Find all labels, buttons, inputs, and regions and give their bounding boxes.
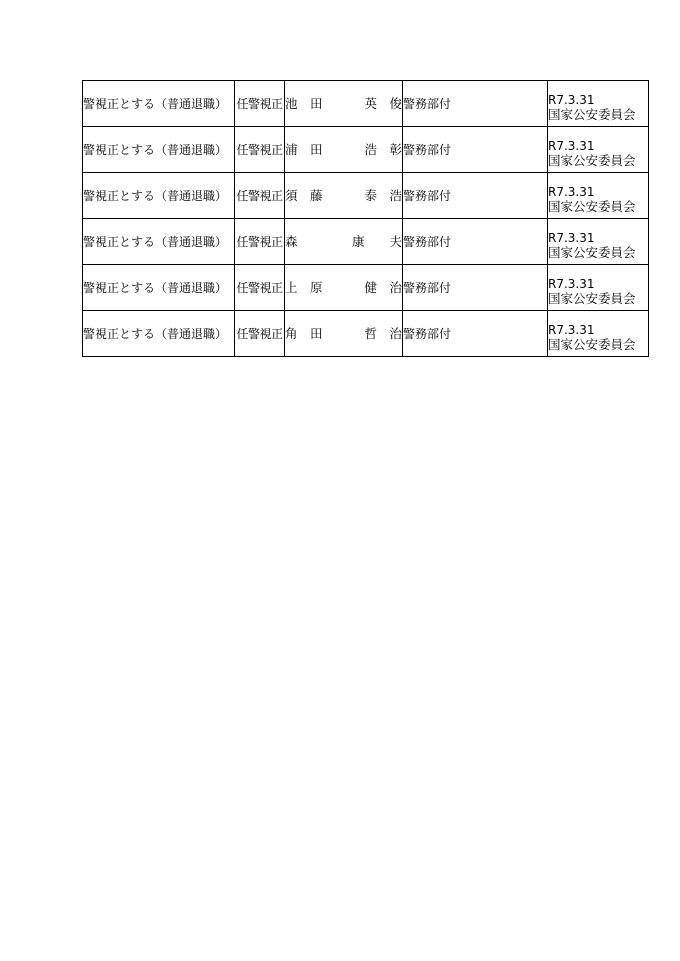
note-body: 国家公安委員会	[548, 153, 636, 168]
note-body: 国家公安委員会	[548, 337, 636, 352]
note-cell	[548, 311, 649, 357]
name-cell	[285, 127, 403, 173]
name-given: 浩 彰	[364, 141, 402, 157]
name-family: 角 田	[285, 325, 323, 341]
name-given: 泰 浩	[364, 187, 402, 203]
post-cell: 警務部付	[403, 173, 548, 219]
appointment-cell: 任警視正	[235, 265, 285, 311]
table-row	[83, 81, 649, 127]
name-family: 浦 田	[285, 141, 323, 157]
appointment-cell: 任警視正	[235, 81, 285, 127]
reason-cell: 警視正とする（普通退職）	[83, 127, 235, 173]
name-family: 須 藤	[285, 187, 323, 203]
appointment-cell: 任警視正	[235, 311, 285, 357]
name-cell	[285, 265, 403, 311]
note-cell	[548, 219, 649, 265]
name-cell	[285, 173, 403, 219]
name-given: 哲 治	[364, 325, 402, 341]
table-row	[83, 219, 649, 265]
reason-cell: 警視正とする（普通退職）	[83, 173, 235, 219]
name-family: 池 田	[285, 95, 323, 111]
table-row	[83, 311, 649, 357]
post-cell: 警務部付	[403, 127, 548, 173]
table-row	[83, 127, 649, 173]
table-row	[83, 173, 649, 219]
name-given: 英 俊	[364, 95, 402, 111]
reason-cell: 警視正とする（普通退職）	[83, 311, 235, 357]
name-family: 森	[285, 233, 298, 249]
note-date: R7.3.31	[548, 277, 595, 291]
note-body: 国家公安委員会	[548, 107, 636, 122]
post-cell: 警務部付	[403, 219, 548, 265]
note-cell	[548, 265, 649, 311]
post-cell: 警務部付	[403, 81, 548, 127]
note-date: R7.3.31	[548, 185, 595, 199]
name-family: 上 原	[285, 279, 323, 295]
post-cell: 警務部付	[403, 311, 548, 357]
name-given: 康 夫	[351, 233, 402, 249]
personnel-table	[82, 80, 649, 357]
name-given: 健 治	[364, 279, 402, 295]
note-body: 国家公安委員会	[548, 199, 636, 214]
name-cell	[285, 311, 403, 357]
note-cell	[548, 173, 649, 219]
note-date: R7.3.31	[548, 231, 595, 245]
reason-cell: 警視正とする（普通退職）	[83, 265, 235, 311]
note-body: 国家公安委員会	[548, 291, 636, 306]
name-cell	[285, 81, 403, 127]
name-cell	[285, 219, 403, 265]
note-cell	[548, 81, 649, 127]
note-date: R7.3.31	[548, 323, 595, 337]
reason-cell: 警視正とする（普通退職）	[83, 81, 235, 127]
appointment-cell: 任警視正	[235, 127, 285, 173]
note-date: R7.3.31	[548, 139, 595, 153]
appointment-cell: 任警視正	[235, 173, 285, 219]
note-cell	[548, 127, 649, 173]
post-cell: 警務部付	[403, 265, 548, 311]
appointment-cell: 任警視正	[235, 219, 285, 265]
note-body: 国家公安委員会	[548, 245, 636, 260]
note-date: R7.3.31	[548, 93, 595, 107]
reason-cell: 警視正とする（普通退職）	[83, 219, 235, 265]
table-row	[83, 265, 649, 311]
